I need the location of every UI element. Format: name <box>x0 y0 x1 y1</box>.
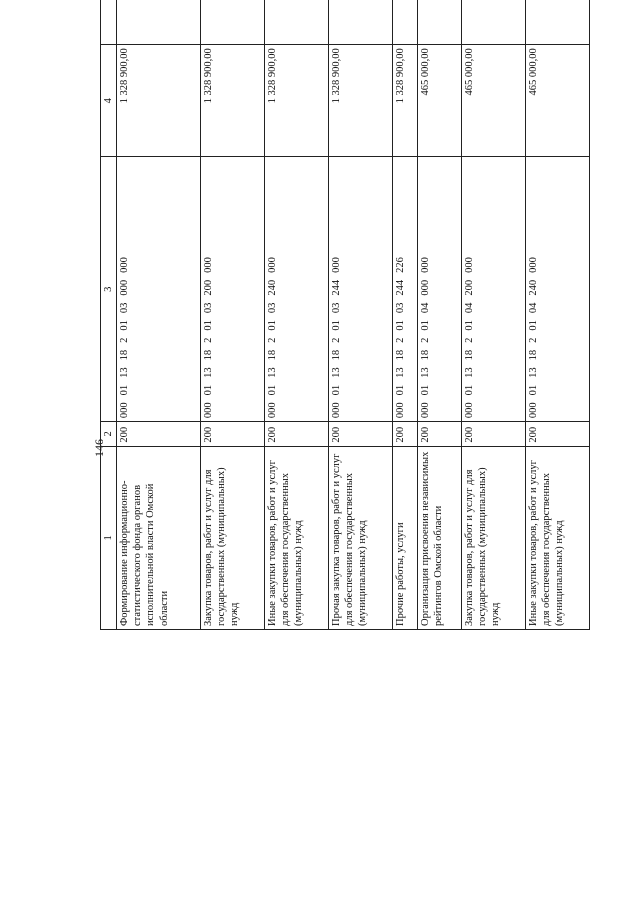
row-classification <box>461 157 525 422</box>
classification-part: 01 <box>203 384 215 396</box>
classification-part: 000 <box>203 402 215 419</box>
row-value-5 <box>461 0 525 45</box>
classification-part: 01 <box>419 384 431 396</box>
classification-part: 01 <box>419 320 431 331</box>
classification-part: 01 <box>119 384 131 396</box>
classification-part: 000 <box>527 402 539 419</box>
classification-part: 18 <box>419 349 431 361</box>
table-row <box>461 0 525 630</box>
classification-part: 18 <box>527 349 539 361</box>
classification-part: 000 <box>119 402 131 419</box>
table-row <box>393 0 417 630</box>
row-classification <box>393 157 417 422</box>
classification-part: 01 <box>331 320 343 331</box>
classification-part: 000 <box>463 257 475 273</box>
row-value-5 <box>393 0 417 45</box>
classification-part: 03 <box>203 302 215 314</box>
classification-part: 01 <box>527 384 539 396</box>
row-value-4: 1 328 900,00 <box>201 45 265 157</box>
classification-part: 18 <box>331 349 343 361</box>
classification-part: 2 <box>463 337 475 343</box>
classification-part: 03 <box>267 302 279 314</box>
row-code: 200 <box>117 422 201 446</box>
classification-part: 000 <box>119 279 131 296</box>
row-classification <box>417 157 461 422</box>
table-row <box>117 0 201 630</box>
classification-part: 01 <box>331 384 343 396</box>
header-col-2: 2 <box>101 422 117 446</box>
classification-part: 04 <box>527 302 539 314</box>
row-code: 200 <box>525 422 589 446</box>
classification-part: 01 <box>395 320 407 331</box>
classification-part: 18 <box>203 349 215 361</box>
classification-part: 2 <box>203 337 215 343</box>
row-code: 200 <box>461 422 525 446</box>
classification-part: 000 <box>331 257 343 273</box>
classification-part: 13 <box>419 367 431 378</box>
row-classification <box>265 157 329 422</box>
row-code: 200 <box>417 422 461 446</box>
row-value-4: 1 328 900,00 <box>329 45 393 157</box>
classification-part: 01 <box>395 384 407 396</box>
row-value-4: 465 000,00 <box>525 45 589 157</box>
row-name: Формирование информационно-статистического фонда органов исполнительной власти Омской области <box>117 446 201 629</box>
row-value-5 <box>417 0 461 45</box>
table-row <box>265 0 329 630</box>
classification-part: 01 <box>527 320 539 331</box>
row-value-4: 1 328 900,00 <box>265 45 329 157</box>
classification-part: 000 <box>267 402 279 419</box>
header-col-5 <box>101 0 117 45</box>
row-value-4: 1 328 900,00 <box>393 45 417 157</box>
classification-part: 000 <box>395 402 407 419</box>
row-name: Закупка товаров, работ и услуг для государственных (муниципальных) нужд <box>201 446 265 629</box>
classification-part: 240 <box>267 279 279 296</box>
row-classification <box>329 157 393 422</box>
classification-part: 000 <box>331 402 343 419</box>
classification-part: 000 <box>419 257 431 273</box>
classification-part: 244 <box>331 279 343 296</box>
classification-part: 01 <box>463 384 475 396</box>
row-value-4: 465 000,00 <box>417 45 461 157</box>
table-row <box>525 0 589 630</box>
classification-part: 2 <box>419 337 431 343</box>
classification-part: 18 <box>119 349 131 361</box>
classification-part: 240 <box>527 279 539 296</box>
row-name: Закупка товаров, работ и услуг для государственных (муниципальных) нужд <box>461 446 525 629</box>
row-value-5 <box>201 0 265 45</box>
classification-part: 000 <box>119 257 131 273</box>
classification-part: 000 <box>203 257 215 273</box>
classification-part: 01 <box>119 320 131 331</box>
classification-part: 226 <box>395 257 407 273</box>
classification-part: 13 <box>463 367 475 378</box>
classification-part: 2 <box>527 337 539 343</box>
classification-part: 01 <box>267 384 279 396</box>
table-row <box>417 0 461 630</box>
page-number: 146 <box>92 439 106 457</box>
row-value-4: 1 328 900,00 <box>117 45 201 157</box>
classification-part: 13 <box>395 367 407 378</box>
row-classification <box>201 157 265 422</box>
table-row <box>201 0 265 630</box>
table-row <box>329 0 393 630</box>
row-value-5 <box>525 0 589 45</box>
classification-part: 03 <box>119 302 131 314</box>
row-value-5 <box>117 0 201 45</box>
classification-part: 13 <box>119 367 131 378</box>
table-body <box>117 0 590 630</box>
classification-part: 000 <box>527 257 539 273</box>
classification-part: 2 <box>331 337 343 343</box>
row-classification <box>117 157 201 422</box>
classification-part: 13 <box>527 367 539 378</box>
classification-part: 18 <box>267 349 279 361</box>
header-col-3: 3 <box>101 157 117 422</box>
classification-part: 18 <box>395 349 407 361</box>
row-name: Иные закупки товаров, работ и услуг для обеспечения государственных (муниципальных) нужд <box>265 446 329 629</box>
row-code: 200 <box>393 422 417 446</box>
classification-part: 18 <box>463 349 475 361</box>
classification-part: 2 <box>267 337 279 343</box>
classification-part: 000 <box>267 257 279 273</box>
classification-part: 01 <box>203 320 215 331</box>
classification-part: 000 <box>419 402 431 419</box>
classification-part: 000 <box>463 402 475 419</box>
row-value-5 <box>265 0 329 45</box>
row-classification <box>525 157 589 422</box>
row-value-4: 465 000,00 <box>461 45 525 157</box>
row-name: Прочие работы, услуги <box>393 446 417 629</box>
row-name: Иные закупки товаров, работ и услуг для обеспечения государственных (муниципальных) нужд <box>525 446 589 629</box>
classification-part: 13 <box>267 367 279 378</box>
table-header-row <box>101 0 117 630</box>
classification-part: 000 <box>419 279 431 296</box>
classification-part: 13 <box>331 367 343 378</box>
row-code: 200 <box>265 422 329 446</box>
row-name: Прочая закупка товаров, работ и услуг для обеспечения государственных (муниципальных) нужд <box>329 446 393 629</box>
classification-part: 244 <box>395 279 407 296</box>
classification-part: 2 <box>119 337 131 343</box>
header-col-4: 4 <box>101 45 117 157</box>
classification-part: 03 <box>331 302 343 314</box>
classification-part: 200 <box>463 279 475 296</box>
row-code: 200 <box>329 422 393 446</box>
classification-part: 200 <box>203 279 215 296</box>
classification-part: 04 <box>419 302 431 314</box>
row-code: 200 <box>201 422 265 446</box>
classification-part: 13 <box>203 367 215 378</box>
classification-part: 04 <box>463 302 475 314</box>
classification-part: 01 <box>463 320 475 331</box>
row-value-5 <box>329 0 393 45</box>
row-name: Организация присвоения независимых рейтингов Омской области <box>417 446 461 629</box>
classification-part: 03 <box>395 302 407 314</box>
classification-part: 01 <box>267 320 279 331</box>
budget-table <box>100 0 590 630</box>
header-col-1: 1 <box>101 446 117 629</box>
classification-part: 2 <box>395 337 407 343</box>
